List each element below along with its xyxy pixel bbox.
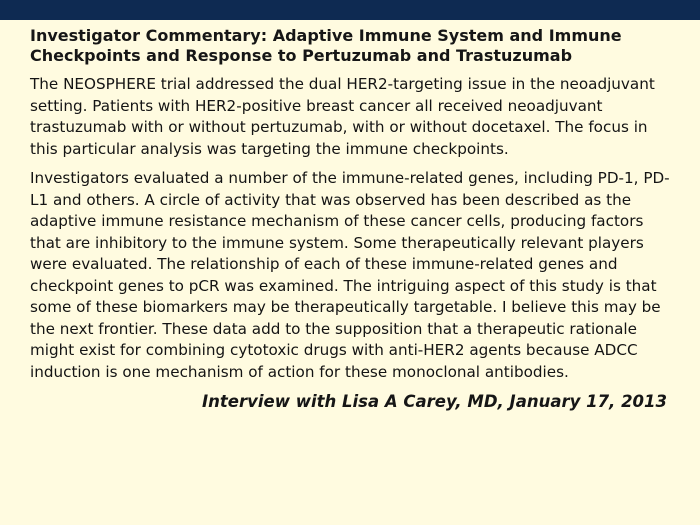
header-bar	[0, 0, 700, 20]
slide-content	[30, 26, 675, 413]
commentary-paragraph-2: Investigators evaluated a number of the immune-related genes, including PD-1, PD-L1 and others. A circle of activity that was observed has been described as the adaptive immune resistance mechanism of these cancer cells, producing factors that are inhibitory to the immune system. Some therapeutically relevant players were evaluated. The relationship of each of these immune-related genes and checkpoint genes to pCR was examined. The intriguing aspect of this study is that some of these biomarkers may be therapeutically targetable. I believe this may be the next frontier. These data add to the supposition that a therapeutic rationale might exist for combining cytotoxic drugs with anti-HER2 agents because ADCC induction is one mechanism of action for these monoclonal antibodies.	[30, 169, 670, 381]
slide-title: Investigator Commentary: Adaptive Immune System and Immune Checkpoints and Response to Pertuzumab and Trastuzumab	[30, 26, 622, 65]
interview-attribution: Interview with Lisa A Carey, MD, January 17, 2013	[202, 392, 667, 411]
commentary-paragraph-1: The NEOSPHERE trial addressed the dual HER2-targeting issue in the neoadjuvant setting. Patients with HER2-positive breast cancer all received neoadjuvant trastuzumab with or without pertuzumab, with or without docetaxel. The focus in this particular analysis was targeting the immune checkpoints.	[30, 75, 655, 158]
